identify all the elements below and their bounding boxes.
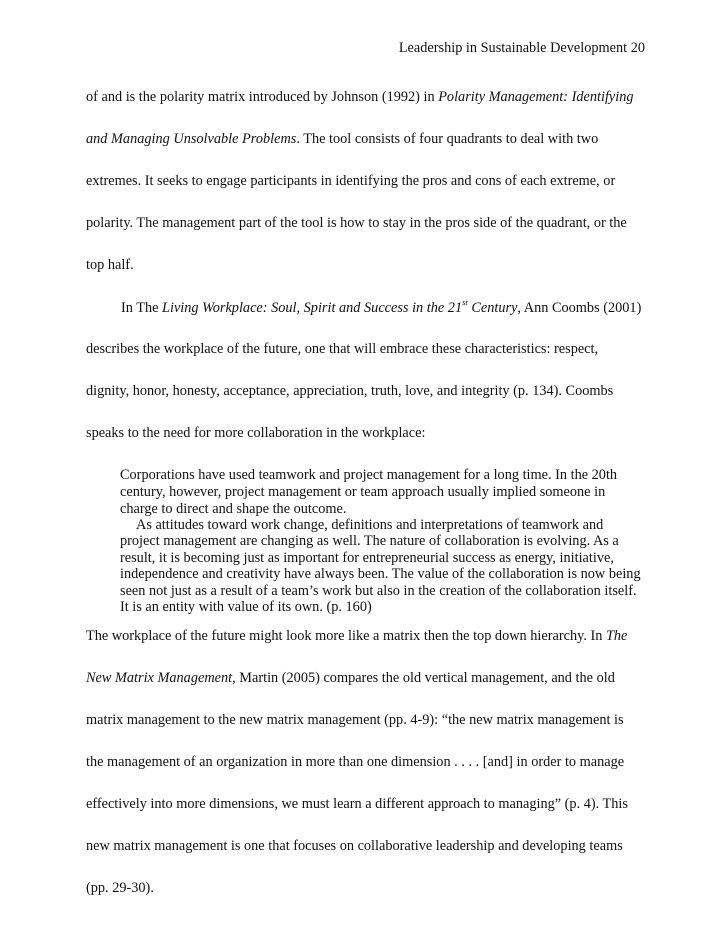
body-line: extremes. It seeks to engage participants in identifying the pros and cons of each extreme, or — [86, 173, 616, 189]
quote-line: As attitudes toward work change, definitions and interpretations of teamwork and — [136, 517, 604, 533]
text-run: , Ann Coombs (2001) — [517, 300, 642, 316]
body-line: describes the workplace of the future, one that will embrace these characteristics: respect, — [86, 341, 599, 357]
body-line: new matrix management is one that focuses on collaborative leadership and developing teams — [86, 838, 623, 854]
book-title: The — [605, 628, 628, 644]
quote-line: independence and creativity have always been. The value of the collaboration is now being — [120, 566, 641, 582]
text-run: In The — [121, 300, 163, 316]
body-line: the management of an organization in more than one dimension . . . . [and] in order to manage — [86, 754, 625, 770]
superscript: st — [462, 297, 468, 308]
text-run: Living Workplace: Soul, Spirit and Success in the 21 — [162, 300, 463, 316]
quote-line: project management are changing as well. The nature of collaboration is evolving. As a — [120, 533, 619, 549]
quote-line: century, however, project management or team approach usually implied someone in — [120, 484, 606, 500]
text-run: , Martin (2005) compares the old vertical management, and the old — [232, 670, 615, 686]
body-line — [86, 628, 627, 645]
quote-line: It is an entity with value of its own. (p. 160) — [120, 599, 372, 615]
body-line — [86, 131, 598, 148]
body-line: speaks to the need for more collaboration in the workplace: — [86, 425, 426, 441]
text-run: of and is the polarity matrix introduced by Johnson (1992) in — [86, 89, 439, 105]
quote-line: charge to direct and shape the outcome. — [120, 501, 347, 517]
book-title: and Managing Unsolvable Problems — [86, 131, 297, 147]
text-run: Century — [467, 300, 518, 316]
book-title: New Matrix Management — [86, 670, 233, 686]
body-line: top half. — [86, 257, 134, 273]
running-head: Leadership in Sustainable Development 20 — [398, 40, 645, 56]
body-line: (pp. 29-30). — [86, 880, 154, 896]
quote-line: seen not just as a result of a team’s work but also in the creation of the collaboration itself. — [120, 583, 637, 599]
body-line: dignity, honor, honesty, acceptance, appreciation, truth, love, and integrity (p. 134). Coombs — [86, 383, 614, 399]
book-title — [162, 297, 518, 316]
body-line — [86, 670, 615, 687]
body-line — [86, 89, 634, 106]
text-run: The workplace of the future might look more like a matrix then the top down hierarchy. In — [86, 628, 606, 644]
book-title: Polarity Management: Identifying — [438, 89, 634, 105]
body-line — [121, 297, 642, 317]
body-line: polarity. The management part of the tool is how to stay in the pros side of the quadrant, or the — [86, 215, 627, 231]
body-line: effectively into more dimensions, we must learn a different approach to managing” (p. 4). This — [86, 796, 628, 812]
body-line: matrix management to the new matrix management (pp. 4-9): “the new matrix management is — [86, 712, 624, 728]
quote-line: Corporations have used teamwork and project management for a long time. In the 20th — [120, 467, 618, 483]
quote-line: result, it is becoming just as important for entrepreneurial success as energy, initiative, — [120, 550, 614, 566]
text-run: . The tool consists of four quadrants to deal with two — [296, 131, 599, 147]
